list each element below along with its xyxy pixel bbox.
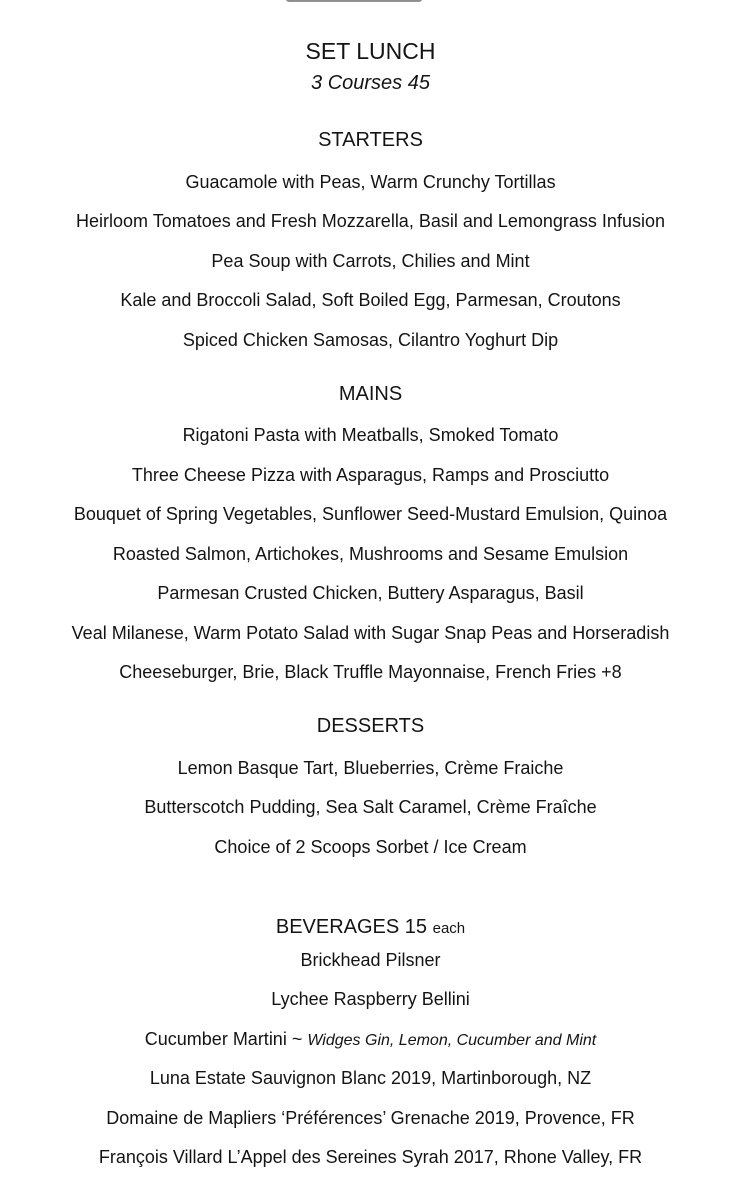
menu-title: SET LUNCH	[305, 38, 436, 64]
starter-item: Heirloom Tomatoes and Fresh Mozzarella, Basil and Lemongrass Infusion	[76, 211, 665, 231]
main-item: Parmesan Crusted Chicken, Buttery Asparagus, Basil	[157, 583, 584, 603]
martini-description: Widges Gin, Lemon, Cucumber and Mint	[307, 1032, 597, 1049]
beverages-heading	[0, 917, 741, 937]
main-item: Veal Milanese, Warm Potato Salad with Sugar Snap Peas and Horseradish	[71, 623, 670, 643]
beverage-item: Domaine de Mapliers ‘Préférences’ Grenache 2019, Provence, FR	[106, 1108, 635, 1128]
cropped-heading-remnant	[286, 0, 422, 2]
starter-item: Kale and Broccoli Salad, Soft Boiled Egg, Parmesan, Croutons	[120, 290, 621, 310]
main-item: Roasted Salmon, Artichokes, Mushrooms and Sesame Emulsion	[112, 544, 629, 564]
beverage-item: François Villard L’Appel des Sereines Syrah 2017, Rhone Valley, FR	[98, 1147, 643, 1167]
starters-heading: STARTERS	[318, 129, 423, 151]
beverages-heading-label: BEVERAGES 15	[275, 916, 428, 938]
main-item: Bouquet of Spring Vegetables, Sunflower Seed-Mustard Emulsion, Quinoa	[73, 504, 668, 524]
starter-item: Guacamole with Peas, Warm Crunchy Tortillas	[185, 172, 556, 192]
mains-heading: MAINS	[338, 383, 403, 405]
main-item: Cheeseburger, Brie, Black Truffle Mayonnaise, French Fries +8	[119, 662, 622, 682]
starter-item: Pea Soup with Carrots, Chilies and Mint	[211, 251, 530, 271]
martini-name: Cucumber Martini ~	[144, 1029, 308, 1049]
menu-subtitle: 3 Courses 45	[311, 72, 430, 94]
beverage-item: Luna Estate Sauvignon Blanc 2019, Martinborough, NZ	[149, 1068, 592, 1088]
dessert-item: Choice of 2 Scoops Sorbet / Ice Cream	[214, 837, 527, 857]
dessert-item: Lemon Basque Tart, Blueberries, Crème Fraiche	[177, 758, 564, 778]
starter-item: Spiced Chicken Samosas, Cilantro Yoghurt Dip	[182, 330, 559, 350]
desserts-heading: DESSERTS	[316, 715, 425, 737]
beverages-heading-suffix: each	[432, 920, 466, 937]
main-item: Rigatoni Pasta with Meatballs, Smoked Tomato	[182, 425, 559, 445]
beverage-item: Lychee Raspberry Bellini	[271, 989, 470, 1009]
beverage-item-martini	[0, 1030, 741, 1049]
beverage-item: Brickhead Pilsner	[300, 950, 441, 970]
main-item: Three Cheese Pizza with Asparagus, Ramps and Prosciutto	[131, 465, 610, 485]
dessert-item: Butterscotch Pudding, Sea Salt Caramel, Crème Fraîche	[144, 797, 597, 817]
